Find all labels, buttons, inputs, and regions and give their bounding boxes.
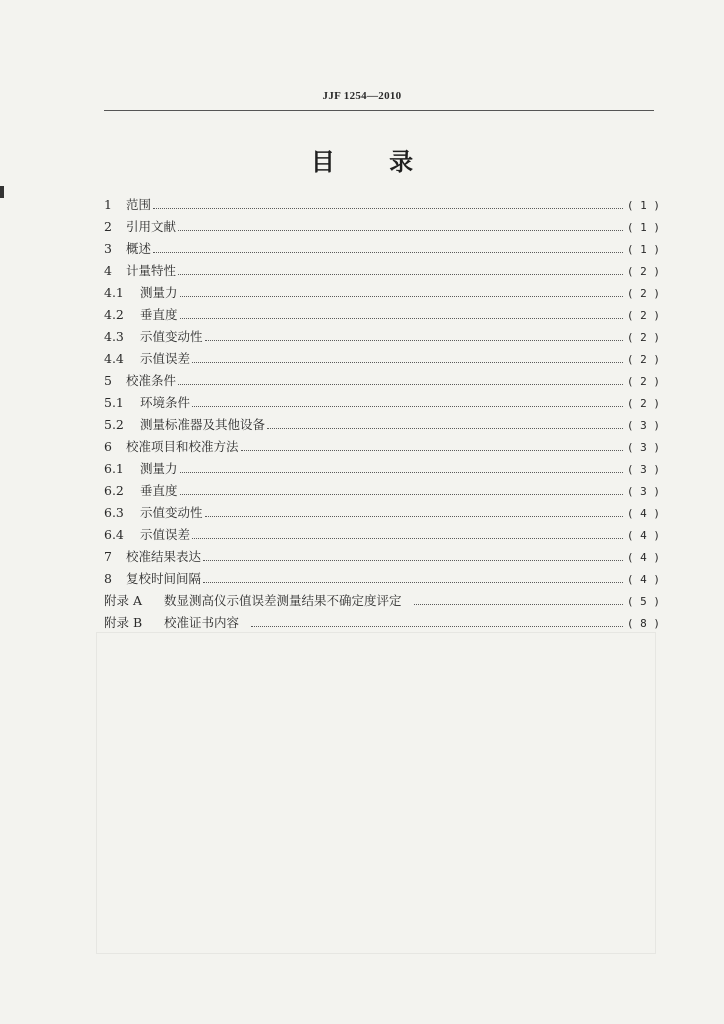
toc-entry bbox=[104, 568, 660, 590]
toc-entry-title: 示值变动性 bbox=[140, 329, 203, 344]
toc-entry bbox=[104, 348, 660, 370]
table-of-contents bbox=[104, 194, 660, 634]
toc-entry-title: 示值误差 bbox=[140, 527, 191, 542]
toc-dot-leader bbox=[203, 560, 623, 561]
toc-entry bbox=[104, 370, 660, 392]
toc-entry-title: 测量力 bbox=[140, 285, 178, 300]
toc-entry bbox=[104, 326, 660, 348]
toc-entry-title: 校准证书内容 bbox=[164, 615, 240, 630]
toc-entry-number: 2 bbox=[104, 219, 112, 234]
toc-entry-page: ( 1 ) bbox=[626, 199, 660, 212]
toc-dot-leader bbox=[251, 626, 623, 627]
toc-dot-leader bbox=[153, 252, 623, 253]
toc-entry-title: 测量标准器及其他设备 bbox=[140, 417, 266, 432]
show-through-table bbox=[96, 632, 656, 954]
toc-entry-title: 概述 bbox=[126, 241, 152, 256]
toc-entry-page: ( 4 ) bbox=[626, 507, 660, 520]
toc-entry-number: 6.2 bbox=[104, 483, 124, 498]
toc-entry-title: 复校时间间隔 bbox=[126, 571, 202, 586]
toc-entry-page: ( 2 ) bbox=[626, 309, 660, 322]
toc-entry bbox=[104, 194, 660, 216]
toc-entry-number: 附录 B bbox=[104, 615, 143, 630]
toc-entry-number: 5.1 bbox=[104, 395, 124, 410]
toc-entry-page: ( 5 ) bbox=[626, 595, 660, 608]
toc-dot-leader bbox=[241, 450, 623, 451]
toc-entry-title: 垂直度 bbox=[140, 483, 178, 498]
toc-entry-title: 环境条件 bbox=[140, 395, 191, 410]
toc-entry-page: ( 2 ) bbox=[626, 331, 660, 344]
toc-entry-number: 4.2 bbox=[104, 307, 124, 322]
toc-entry-page: ( 4 ) bbox=[626, 573, 660, 586]
toc-entry-number: 4.3 bbox=[104, 329, 124, 344]
toc-dot-leader bbox=[414, 604, 623, 605]
toc-entry bbox=[104, 546, 660, 568]
toc-entry-page: ( 3 ) bbox=[626, 463, 660, 476]
toc-entry-page: ( 2 ) bbox=[626, 265, 660, 278]
toc-entry-page: ( 2 ) bbox=[626, 375, 660, 388]
toc-entry-title: 范围 bbox=[126, 197, 152, 212]
toc-dot-leader bbox=[180, 472, 623, 473]
toc-dot-leader bbox=[192, 538, 623, 539]
toc-entry-number: 附录 A bbox=[104, 593, 143, 608]
toc-entry-page: ( 3 ) bbox=[626, 441, 660, 454]
toc-entry bbox=[104, 282, 660, 304]
header-rule bbox=[104, 110, 654, 111]
toc-dot-leader bbox=[180, 494, 623, 495]
toc-dot-leader bbox=[192, 362, 623, 363]
toc-entry-number: 6.4 bbox=[104, 527, 124, 542]
toc-dot-leader bbox=[178, 230, 623, 231]
toc-entry-page: ( 2 ) bbox=[626, 287, 660, 300]
toc-entry-page: ( 2 ) bbox=[626, 353, 660, 366]
toc-dot-leader bbox=[178, 274, 623, 275]
document-code: JJF 1254—2010 bbox=[322, 90, 402, 102]
toc-entry bbox=[104, 480, 660, 502]
toc-entry-title: 计量特性 bbox=[126, 263, 177, 278]
toc-entry-page: ( 2 ) bbox=[626, 397, 660, 410]
toc-entry-title: 引用文献 bbox=[126, 219, 177, 234]
toc-entry-number: 4.4 bbox=[104, 351, 124, 366]
toc-entry-page: ( 4 ) bbox=[626, 551, 660, 564]
toc-entry-number: 4.1 bbox=[104, 285, 124, 300]
toc-entry-number: 7 bbox=[104, 549, 112, 564]
toc-entry bbox=[104, 458, 660, 480]
toc-dot-leader bbox=[153, 208, 623, 209]
page-title: 目 录 bbox=[310, 148, 414, 176]
toc-entry-title: 校准条件 bbox=[126, 373, 177, 388]
toc-entry-page: ( 4 ) bbox=[626, 529, 660, 542]
toc-dot-leader bbox=[192, 406, 623, 407]
toc-entry-title: 垂直度 bbox=[140, 307, 178, 322]
toc-entry-title: 数显测高仪示值误差测量结果不确定度评定 bbox=[164, 593, 402, 608]
toc-dot-leader bbox=[180, 296, 623, 297]
toc-entry-number: 8 bbox=[104, 571, 112, 586]
toc-entry-number: 6.1 bbox=[104, 461, 124, 476]
toc-entry bbox=[104, 260, 660, 282]
toc-entry bbox=[104, 612, 660, 634]
toc-entry-page: ( 1 ) bbox=[626, 243, 660, 256]
toc-entry-title: 示值变动性 bbox=[140, 505, 203, 520]
toc-entry bbox=[104, 304, 660, 326]
toc-entry bbox=[104, 524, 660, 546]
toc-entry-number: 6.3 bbox=[104, 505, 124, 520]
toc-entry bbox=[104, 502, 660, 524]
toc-entry-title: 校准项目和校准方法 bbox=[126, 439, 239, 454]
toc-entry-number: 1 bbox=[104, 197, 112, 212]
toc-entry bbox=[104, 590, 660, 612]
toc-dot-leader bbox=[180, 318, 623, 319]
toc-entry-page: ( 1 ) bbox=[626, 221, 660, 234]
toc-entry-number: 3 bbox=[104, 241, 112, 256]
toc-dot-leader bbox=[205, 340, 623, 341]
scan-edge-mark bbox=[0, 186, 4, 198]
toc-entry bbox=[104, 436, 660, 458]
toc-entry bbox=[104, 414, 660, 436]
toc-entry-title: 示值误差 bbox=[140, 351, 191, 366]
toc-dot-leader bbox=[267, 428, 623, 429]
toc-dot-leader bbox=[203, 582, 623, 583]
toc-entry bbox=[104, 392, 660, 414]
toc-entry-number: 5 bbox=[104, 373, 112, 388]
toc-entry-number: 4 bbox=[104, 263, 112, 278]
toc-entry-page: ( 3 ) bbox=[626, 485, 660, 498]
toc-entry-number: 5.2 bbox=[104, 417, 124, 432]
toc-entry-page: ( 8 ) bbox=[626, 617, 660, 630]
toc-entry-page: ( 3 ) bbox=[626, 419, 660, 432]
toc-dot-leader bbox=[205, 516, 623, 517]
toc-entry-number: 6 bbox=[104, 439, 112, 454]
toc-entry bbox=[104, 238, 660, 260]
toc-entry-title: 测量力 bbox=[140, 461, 178, 476]
toc-dot-leader bbox=[178, 384, 623, 385]
toc-entry bbox=[104, 216, 660, 238]
toc-entry-title: 校准结果表达 bbox=[126, 549, 202, 564]
